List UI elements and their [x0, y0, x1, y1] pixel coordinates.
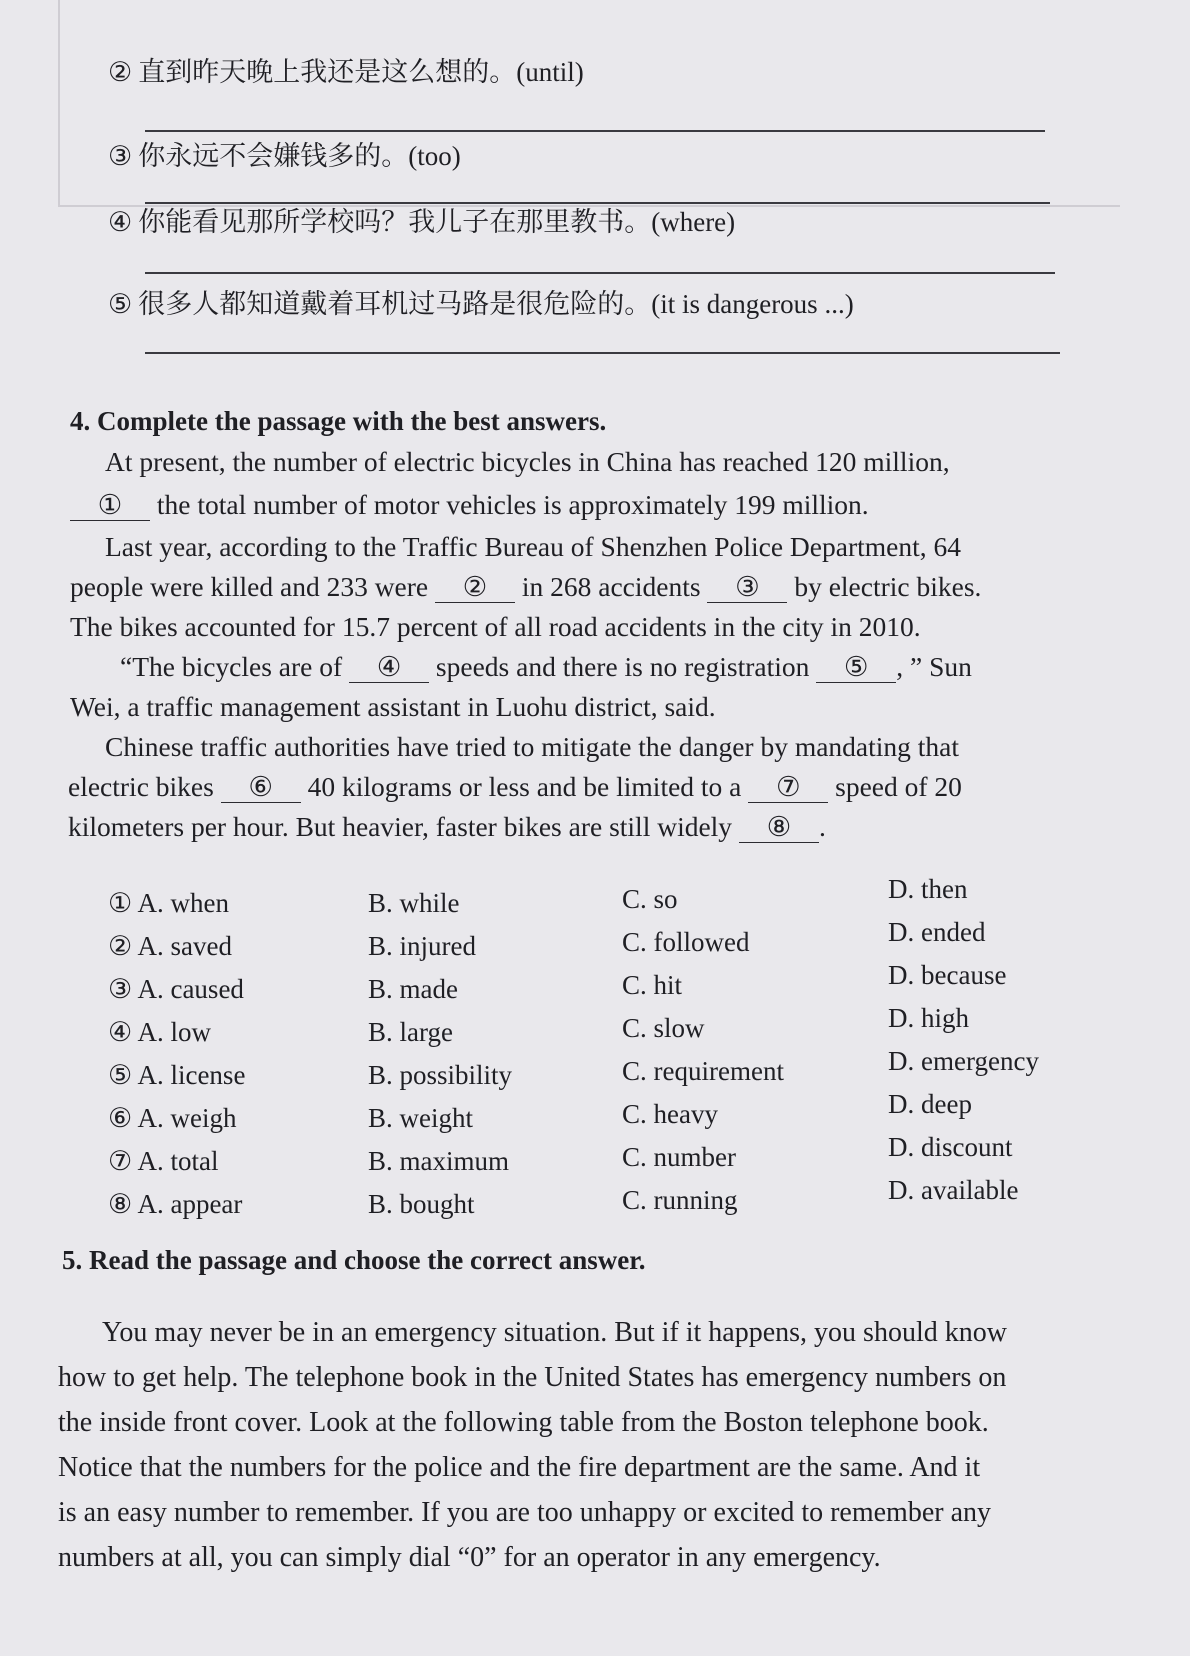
translation-item-5: ⑤ 很多人都知道戴着耳机过马路是很危险的。(it is dangerous ...) — [108, 289, 854, 319]
option-3-c[interactable]: C. hit — [622, 970, 683, 1000]
passage-text: At present, the number of electric bicycles in China has reached 120 million, — [105, 446, 950, 477]
passage-text: speed of 20 — [828, 771, 962, 802]
passage-text: by electric bikes. — [787, 571, 982, 602]
passage-line — [68, 771, 1128, 803]
passage-text: “The bicycles are of — [120, 651, 350, 682]
option-1-a[interactable]: ① A. when — [108, 888, 229, 918]
passage-line — [105, 731, 1165, 763]
passage-line — [70, 691, 1130, 723]
section-5-title: 5. Read the passage and choose the correct answer. — [62, 1245, 646, 1275]
passage-line — [70, 489, 1130, 521]
answer-blank[interactable]: ② — [435, 573, 515, 603]
option-2-a[interactable]: ② A. saved — [108, 931, 232, 961]
passage-text: . — [818, 811, 826, 842]
passage-text: speeds and there is no registration — [429, 651, 817, 682]
option-1-d[interactable]: D. then — [888, 874, 968, 904]
passage-line — [70, 571, 1130, 603]
reading-line: You may never be in an emergency situation. But if it happens, you should know — [102, 1317, 1007, 1348]
option-6-d[interactable]: D. deep — [888, 1089, 972, 1119]
reading-line: is an easy number to remember. If you are too unhappy or excited to remember any — [58, 1497, 992, 1528]
translation-item-2: ② 直到昨天晚上我还是这么想的。(until) — [108, 57, 584, 87]
passage-line — [105, 531, 1165, 563]
option-2-b[interactable]: B. injured — [368, 931, 476, 961]
option-5-c[interactable]: C. requirement — [622, 1056, 784, 1086]
passage-line — [105, 446, 1165, 478]
option-8-a[interactable]: ⑧ A. appear — [108, 1189, 243, 1219]
passage-text: Wei, a traffic management assistant in Luohu district, said. — [70, 691, 716, 722]
passage-text: the total number of motor vehicles is approximately 199 million. — [150, 489, 869, 520]
option-1-b[interactable]: B. while — [368, 888, 460, 918]
passage-text: Chinese traffic authorities have tried to mitigate the danger by mandating that — [105, 731, 960, 762]
option-5-d[interactable]: D. emergency — [888, 1046, 1039, 1076]
option-6-c[interactable]: C. heavy — [622, 1099, 718, 1129]
reading-line: how to get help. The telephone book in the United States has emergency numbers on — [58, 1362, 1007, 1393]
answer-line-5[interactable] — [145, 352, 1060, 354]
answer-blank[interactable]: ⑥ — [221, 773, 301, 803]
passage-text: people were killed and 233 were — [70, 571, 435, 602]
passage-text: Last year, according to the Traffic Bureau of Shenzhen Police Department, 64 — [105, 531, 961, 562]
passage-text: , ” Sun — [896, 651, 972, 682]
passage-line — [120, 651, 1180, 683]
section-4-title: 4. Complete the passage with the best answers. — [70, 406, 607, 436]
passage-text: The bikes accounted for 15.7 percent of all road accidents in the city in 2010. — [70, 611, 921, 642]
option-5-b[interactable]: B. possibility — [368, 1060, 513, 1090]
passage-text: in 268 accidents — [515, 571, 708, 602]
option-7-a[interactable]: ⑦ A. total — [108, 1146, 219, 1176]
option-7-c[interactable]: C. number — [622, 1142, 736, 1172]
option-2-d[interactable]: D. ended — [888, 917, 986, 947]
passage-text: 40 kilograms or less and be limited to a — [300, 771, 749, 802]
answer-blank[interactable]: ⑦ — [748, 773, 828, 803]
option-6-a[interactable]: ⑥ A. weigh — [108, 1103, 237, 1133]
answer-blank[interactable]: ④ — [349, 653, 429, 683]
option-3-a[interactable]: ③ A. caused — [108, 974, 244, 1004]
option-1-c[interactable]: C. so — [622, 884, 678, 914]
option-4-b[interactable]: B. large — [368, 1017, 453, 1047]
exercise-frame — [58, 0, 1120, 207]
option-7-b[interactable]: B. maximum — [368, 1146, 509, 1176]
option-4-c[interactable]: C. slow — [622, 1013, 705, 1043]
option-2-c[interactable]: C. followed — [622, 927, 750, 957]
option-7-d[interactable]: D. discount — [888, 1132, 1013, 1162]
passage-text: electric bikes — [68, 771, 221, 802]
option-4-a[interactable]: ④ A. low — [108, 1017, 211, 1047]
translation-item-4: ④ 你能看见那所学校吗？我儿子在那里教书。(where) — [108, 207, 736, 237]
answer-blank[interactable]: ① — [70, 491, 150, 521]
reading-line: Notice that the numbers for the police and the fire department are the same. And it — [58, 1452, 981, 1483]
passage-line — [70, 611, 1130, 643]
reading-line: the inside front cover. Look at the following table from the Boston telephone book. — [58, 1407, 989, 1438]
answer-blank[interactable]: ⑤ — [816, 653, 896, 683]
option-8-d[interactable]: D. available — [888, 1175, 1019, 1205]
translation-item-3: ③ 你永远不会嫌钱多的。(too) — [108, 141, 461, 171]
answer-blank[interactable]: ③ — [707, 573, 787, 603]
option-3-d[interactable]: D. because — [888, 960, 1007, 990]
option-8-c[interactable]: C. running — [622, 1185, 738, 1215]
answer-blank[interactable]: ⑧ — [739, 813, 819, 843]
reading-line: numbers at all, you can simply dial “0” for an operator in any emergency. — [58, 1542, 881, 1573]
option-3-b[interactable]: B. made — [368, 974, 458, 1004]
option-8-b[interactable]: B. bought — [368, 1189, 475, 1219]
passage-text: kilometers per hour. But heavier, faster bikes are still widely — [68, 811, 739, 842]
passage-line — [68, 811, 1128, 843]
option-6-b[interactable]: B. weight — [368, 1103, 473, 1133]
option-5-a[interactable]: ⑤ A. license — [108, 1060, 246, 1090]
option-4-d[interactable]: D. high — [888, 1003, 969, 1033]
answer-line-4[interactable] — [145, 272, 1055, 274]
answer-line-2[interactable] — [145, 130, 1045, 132]
